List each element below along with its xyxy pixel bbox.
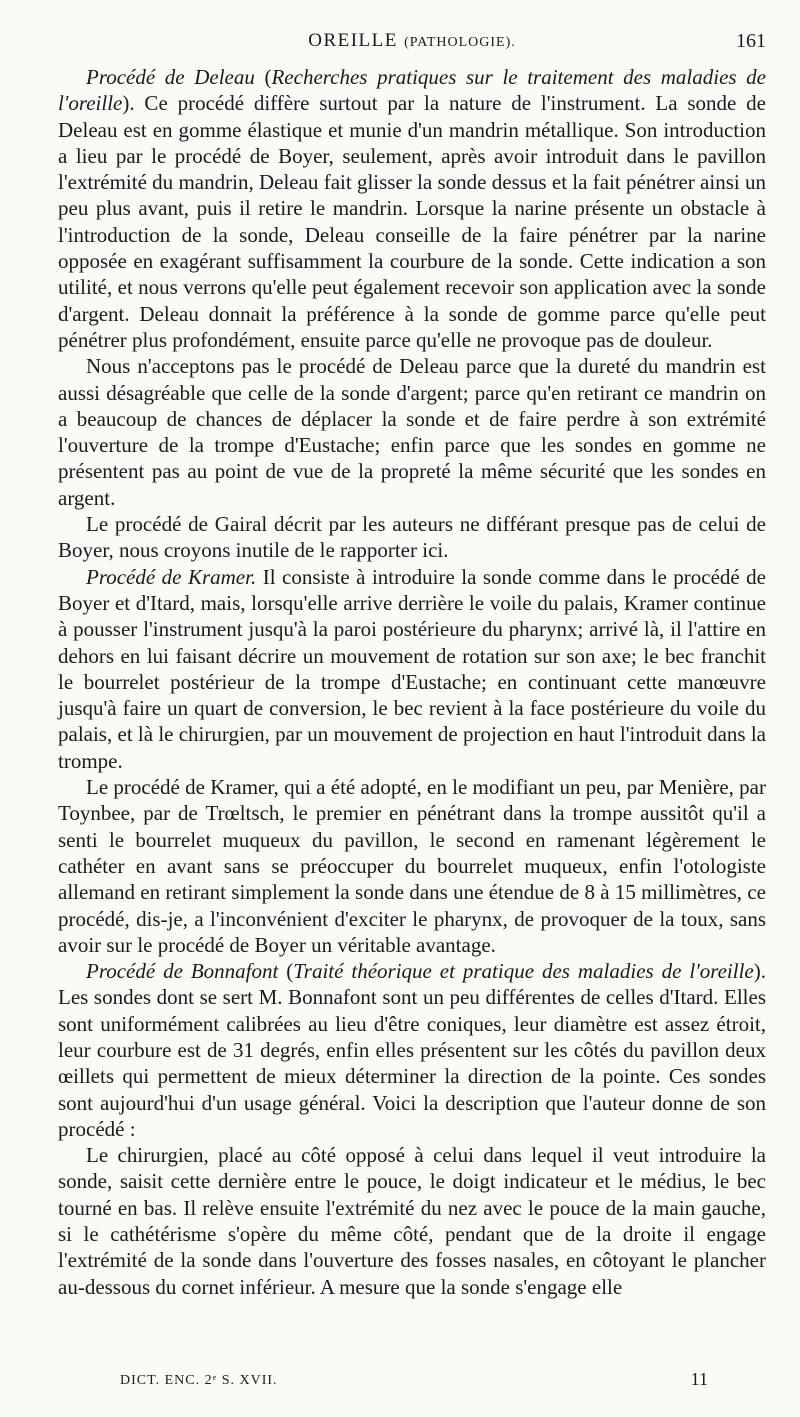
paragraph-gairal bbox=[58, 511, 766, 564]
heading-bonnafont: Procédé de Bonnafont bbox=[86, 959, 279, 984]
paragraph-kramer bbox=[58, 564, 766, 774]
citation-deleau: Recherches pratiques sur le traitement des maladies de l'oreille bbox=[58, 65, 766, 116]
body-text bbox=[58, 64, 766, 1300]
paragraph-text: Le procédé de Kramer, qui a été adopté, en le modifiant un peu, par Menière, par Toynbee, par de Trœltsch, le premier en pénétrant dans la trompe aussitôt qu'il a senti le bourrelet muqueux du pavillon, le second en ramenant légèrement le cathéter en avant sans se préoccuper du bourrelet muqueux, enfin l'otologiste allemand en retirant simplement la sonde dans une étendue de 8 à 15 millimètres, ce procédé, dis-je, a l'inconvénient d'exciter le pharynx, de provoquer de la toux, sans avoir sur le procédé de Boyer un véritable avantage. bbox=[58, 775, 766, 957]
paragraph-procedure bbox=[58, 1142, 766, 1300]
running-header bbox=[58, 30, 766, 64]
running-title bbox=[58, 30, 766, 52]
header-title: OREILLE bbox=[308, 30, 398, 51]
paragraph-text: Le chirurgien, placé au côté opposé à celui dans lequel il veut introduire la sonde, saisit cette dernière entre le pouce, le doigt indicateur et le médius, le bec tourné en bas. Il relève ensuite l'extrémité du nez avec le pouce de la main gauche, si le cathétérisme s'opère du même côté, pendant que de la droite il engage l'extrémité de la sonde dans l'ouverture des fosses nasales, en côtoyant le plancher au-dessous du cornet inférieur. A mesure que la sonde s'engage elle bbox=[58, 1143, 766, 1299]
paragraph-critique-deleau bbox=[58, 353, 766, 511]
paragraph-deleau bbox=[58, 64, 766, 353]
paragraph-text: Le procédé de Gairal décrit par les auteurs ne différant presque pas de celui de Boyer, nous croyons inutile de le rapporter ici. bbox=[58, 512, 766, 563]
heading-kramer: Procédé de Kramer. bbox=[86, 564, 257, 589]
paragraph-bonnafont bbox=[58, 958, 766, 1142]
paragraph-text: ). Les sondes dont se sert M. Bonnafont sont un peu différentes de celles d'Itard. Elles sont uniformément calibrées au lieu d'être coniques, leur diamètre est assez étroit, leur courbure est de 31 degrés, enfin elles présentent sur les côtés du pavillon deux œillets qui permettent de mieux déterminer la direction de la pointe. Ces sondes sont aujourd'hui d'un usage général. Voici la description que l'auteur donne de son procédé : bbox=[58, 959, 766, 1141]
paragraph-text: Il consiste à introduire la sonde comme dans le procédé de Boyer et d'Itard, mais, lorsqu'elle arrive derrière le voile du palais, Kramer continue à pousser l'instrument jusqu'à la paroi postérieure du pharynx; arrivé là, il l'attire en dehors en lui faisant décrire un mouvement de rotation sur son axe; le bec franchit le bourrelet postérieur de la trompe d'Eustache; en continuant cette manœuvre jusqu'à faire un quart de conversion, le bec revient à la face postérieure du voile du palais, et là le chirurgien, par un mouvement de projection en haut l'introduit dans la trompe. bbox=[58, 564, 767, 773]
heading-deleau: Procédé de Deleau bbox=[86, 65, 255, 89]
paragraph-kramer-critique bbox=[58, 774, 766, 958]
paren-open: ( bbox=[278, 959, 294, 984]
page-number: 161 bbox=[736, 30, 766, 52]
paragraph-text: ). Ce procédé diffère surtout par la nature de l'instrument. La sonde de Deleau est en gomme élastique et munie d'un mandrin métallique. Son introduction a lieu par le procédé de Boyer, seulement, après avoir introduit dans le pavillon l'extrémité du mandrin, Deleau fait glisser la sonde dessus et la fait pénétrer ainsi un peu plus avant, puis il retire le mandrin. Lorsque la narine présente un obstacle à l'introduction de la sonde, Deleau conseille de la faire pénétrer par la narine opposée en exagérant suffisamment la courbure de la sonde. Cette indication a son utilité, et nous verrons qu'elle peut également recevoir son application avec la sonde d'argent. Deleau donnait la préférence à la sonde de gomme parce qu'elle peut pénétrer plus profondément, ensuite parce qu'elle ne provoque pas de douleur. bbox=[58, 91, 766, 352]
citation-bonnafont: Traité théorique et pratique des maladies de l'oreille bbox=[293, 959, 754, 984]
paragraph-text: Nous n'acceptons pas le procédé de Deleau parce que la dureté du mandrin est aussi désagréable que celle de la sonde d'argent; parce qu'en retirant ce mandrin on a beaucoup de chances de déplacer la sonde et de faire perdre à son extrémité l'ouverture de la trompe d'Eustache; enfin parce que les sondes en gomme ne présentent pas au point de vue de la propreté la même sécurité que les sondes en argent. bbox=[58, 354, 766, 510]
page-footer bbox=[92, 1369, 708, 1397]
paren-open: ( bbox=[254, 65, 272, 89]
header-subtitle: (PATHOLOGIE). bbox=[404, 35, 516, 50]
signature-mark: DICT. ENC. 2ᵉ S. XVII. bbox=[120, 1373, 278, 1388]
gathering-number: 11 bbox=[690, 1369, 708, 1389]
